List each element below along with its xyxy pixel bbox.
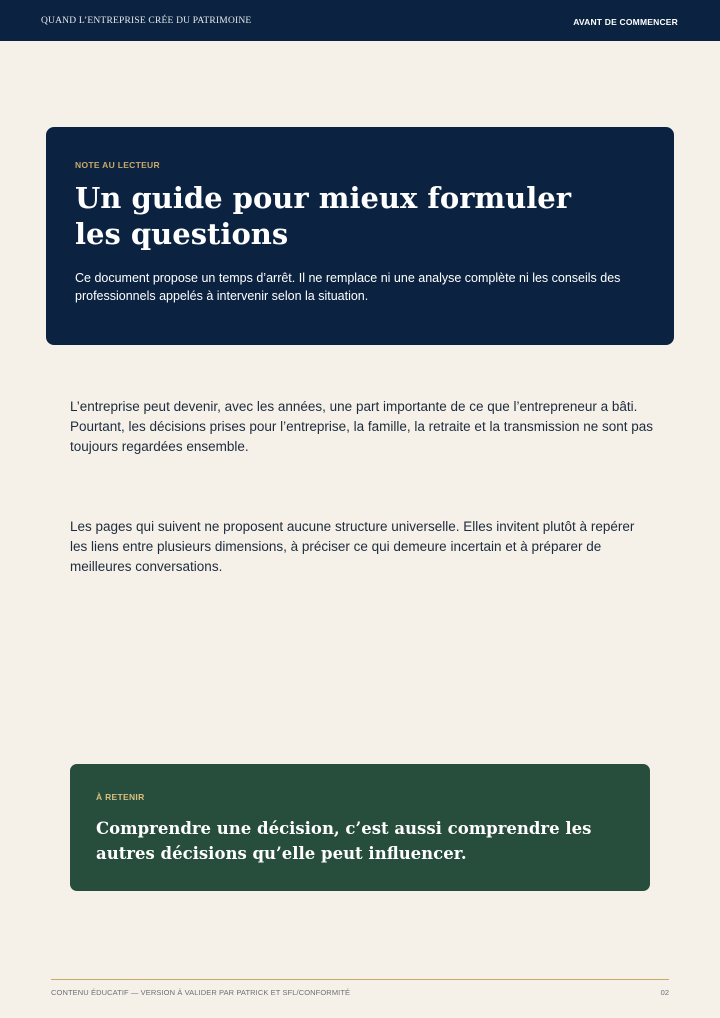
document-title: QUAND L’ENTREPRISE CRÉE DU PATRIMOINE: [41, 16, 252, 26]
takeaway-text: Comprendre une décision, c’est aussi comprendre les autres décisions qu’elle peut influencer.: [96, 819, 592, 863]
takeaway-kicker: À RETENIR: [96, 792, 145, 802]
page-number: 02: [660, 988, 669, 997]
body-paragraph-2: Les pages qui suivent ne proposent aucune structure universelle. Elles invitent plutôt à repérer les liens entre plusieurs dimensions, à préciser ce qui demeure incertain et à préparer de meilleures conversations.: [70, 519, 635, 574]
footer-note: CONTENU ÉDUCATIF — VERSION À VALIDER PAR PATRICK ET SFL/CONFORMITÉ: [51, 988, 351, 997]
key-takeaway-card: [70, 764, 650, 891]
body-paragraph-1: L’entreprise peut devenir, avec les années, une part importante de ce que l’entrepreneur a bâti. Pourtant, les décisions prises pour l’entreprise, la famille, la retraite et la transmission ne sont pas toujours regardées ensemble.: [70, 399, 654, 454]
reader-note-card: [46, 127, 674, 345]
page-header: [0, 0, 720, 41]
footer-divider: [51, 979, 669, 980]
note-kicker: NOTE AU LECTEUR: [75, 160, 160, 170]
note-text: Ce document propose un temps d’arrêt. Il ne remplace ni une analyse complète ni les conseils des professionnels appelés à intervenir selon la situation.: [75, 271, 621, 303]
section-label: AVANT DE COMMENCER: [573, 17, 678, 27]
note-title: Un guide pour mieux formuler les questions: [75, 181, 571, 251]
